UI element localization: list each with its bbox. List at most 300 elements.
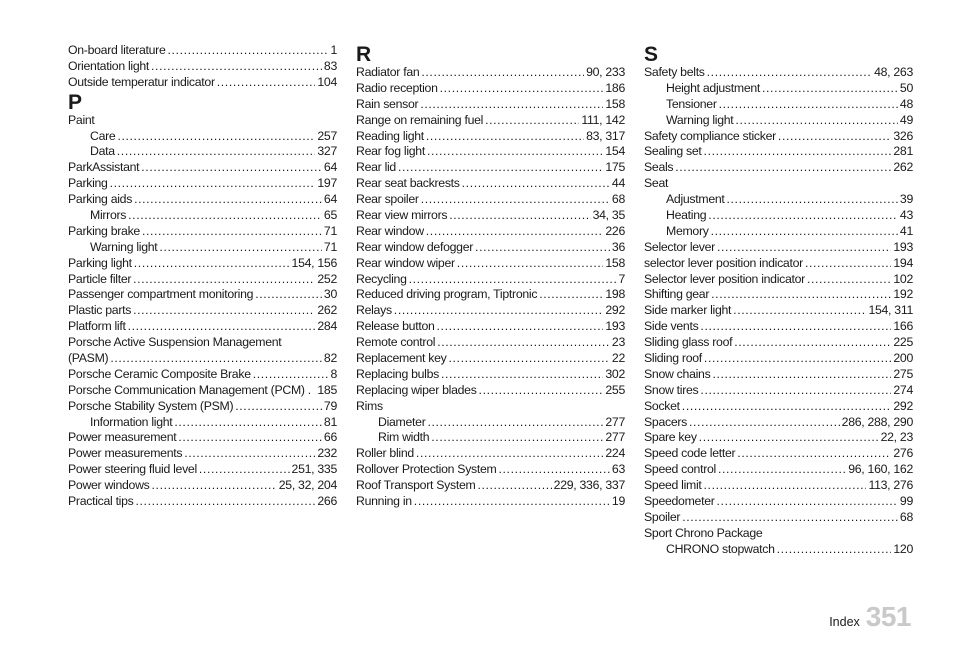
entry-page-ref: 158 — [605, 96, 625, 111]
entry-page-ref: 284 — [317, 319, 337, 334]
entry-term: Rear window — [356, 223, 424, 238]
entry-page-ref: 158 — [605, 255, 625, 270]
index-entry-plastic-parts — [68, 303, 337, 319]
entry-term: Memory — [666, 223, 709, 238]
entry-page-ref: 82 — [323, 351, 337, 366]
entry-term: Rollover Protection System — [356, 462, 497, 477]
entry-page-ref: 224 — [605, 446, 625, 461]
entry-page-ref: 43 — [899, 208, 913, 223]
index-entry-sport-chrono-package — [644, 526, 913, 542]
entry-page-ref: 326 — [893, 128, 913, 143]
entry-page-ref: 192 — [893, 287, 913, 302]
entry-page-ref: 252 — [317, 271, 337, 286]
dot-leader — [235, 399, 322, 415]
index-entry-outside-temperatur-indicator — [68, 75, 337, 91]
dot-leader — [184, 446, 315, 462]
index-subentry-data — [68, 144, 337, 160]
index-entry-reading-light — [356, 129, 625, 145]
entry-page-ref: 226 — [605, 223, 625, 238]
entry-term: Parking — [68, 176, 108, 191]
entry-page-ref: 175 — [605, 160, 625, 175]
entry-term: Recycling — [356, 271, 407, 286]
index-subentry-memory — [644, 224, 913, 240]
index-entry-rear-seat-backrests — [356, 176, 625, 192]
index-entry-side-marker-light — [644, 303, 913, 319]
entry-page-ref: 79 — [323, 398, 337, 413]
entry-page-ref: 104 — [317, 74, 337, 89]
footer-section-label: Index — [829, 615, 860, 629]
entry-term: Porsche Ceramic Composite Brake — [68, 366, 251, 381]
entry-page-ref: 120 — [893, 541, 913, 556]
index-entry-parking-aids — [68, 192, 337, 208]
entry-term: Diameter — [378, 414, 426, 429]
dot-leader — [734, 335, 891, 351]
entry-page-ref: 193 — [893, 239, 913, 254]
index-entry-seat — [644, 176, 913, 192]
entry-term: Warning light — [666, 112, 734, 127]
entry-page-ref: 68 — [899, 509, 913, 524]
entry-term: Sport Chrono Package — [644, 525, 763, 540]
entry-term: Replacing bulbs — [356, 366, 440, 381]
page-footer — [829, 601, 911, 633]
dot-leader — [735, 113, 898, 129]
dot-leader — [431, 430, 603, 446]
index-entry-sliding-glass-roof — [644, 335, 913, 351]
index-entry-rear-fog-light — [356, 144, 625, 160]
entry-term: Selector lever position indicator — [644, 271, 805, 286]
entry-page-ref: 64 — [323, 160, 337, 175]
entry-term: Data — [90, 144, 115, 159]
dot-leader — [110, 176, 316, 192]
entry-term: Speed limit — [644, 478, 702, 493]
entry-term: selector lever position indicator — [644, 255, 803, 270]
index-entry-socket — [644, 399, 913, 415]
dot-leader — [151, 59, 322, 75]
dot-leader — [437, 335, 610, 351]
entry-page-ref: 41 — [899, 223, 913, 238]
entry-term: Rear lid — [356, 160, 396, 175]
index-letter-heading: S — [644, 43, 659, 66]
entry-term: Porsche Communication Management (PCM) . — [68, 382, 311, 397]
entry-page-ref: 7 — [618, 271, 625, 286]
entry-page-ref: 251, 335 — [291, 462, 337, 477]
entry-term: (PASM) — [68, 351, 109, 366]
entry-term: Porsche Active Suspension Management — [68, 335, 282, 350]
index-entry-porsche-communication-management-pcm — [68, 383, 337, 399]
index-entry-parkassistant — [68, 160, 337, 176]
dot-leader — [427, 144, 603, 160]
index-subentry-warning-light — [68, 240, 337, 256]
entry-page-ref: 90, 233 — [586, 65, 625, 79]
index-entry-replacing-bulbs — [356, 367, 625, 383]
entry-term: Running in — [356, 494, 412, 509]
dot-leader — [689, 415, 840, 431]
dot-leader — [762, 81, 898, 97]
entry-term: Roof Transport System — [356, 478, 476, 493]
dot-leader — [134, 192, 322, 208]
index-entry-rear-view-mirrors — [356, 208, 625, 224]
entry-page-ref: 81 — [323, 414, 337, 429]
index-entry-spoiler — [644, 510, 913, 526]
entry-term: Radio reception — [356, 80, 438, 95]
dot-leader — [778, 129, 891, 145]
dot-leader — [718, 462, 846, 478]
dot-leader — [441, 367, 603, 383]
index-entry-parking-light — [68, 256, 337, 272]
entry-page-ref: 292 — [893, 398, 913, 413]
entry-term: Rear spoiler — [356, 192, 419, 207]
index-entry-snow-tires — [644, 383, 913, 399]
entry-page-ref: 36 — [611, 239, 625, 254]
index-entry-speed-limit — [644, 478, 913, 494]
dot-leader — [178, 430, 322, 446]
entry-page-ref: 193 — [605, 319, 625, 334]
entry-page-ref: 154, 311 — [868, 303, 913, 318]
index-entry-platform-lift — [68, 319, 337, 335]
dot-leader — [675, 160, 891, 176]
dot-leader — [398, 160, 603, 176]
dot-leader — [477, 478, 551, 494]
dot-leader — [255, 287, 322, 303]
entry-term: ParkAssistant — [68, 160, 140, 175]
entry-page-ref: 185 — [317, 382, 337, 397]
dot-leader — [717, 240, 891, 256]
dot-leader — [427, 415, 603, 431]
entry-page-ref: 327 — [317, 144, 337, 159]
index-entry-orientation-light — [68, 59, 337, 75]
index-entry-rims — [356, 399, 625, 415]
dot-leader — [134, 256, 290, 272]
index-entry-snow-chains — [644, 367, 913, 383]
index-entry-range-on-remaining-fuel — [356, 113, 625, 129]
entry-term: Replacing wiper blades — [356, 382, 477, 397]
entry-page-ref: 102 — [893, 271, 913, 286]
dot-leader — [420, 97, 603, 113]
entry-page-ref: 113, 276 — [868, 478, 913, 493]
entry-term: Power measurements — [68, 446, 183, 461]
index-entry-practical-tips — [68, 494, 337, 510]
entry-term: Remote control — [356, 335, 436, 350]
index-entry-passenger-compartment-monitoring — [68, 287, 337, 303]
entry-term: Speedometer — [644, 494, 715, 509]
entry-page-ref: 229, 336, 337 — [553, 478, 625, 493]
entry-page-ref: 198 — [605, 287, 625, 302]
dot-leader — [199, 462, 290, 478]
index-letter-heading: R — [356, 43, 372, 66]
entry-term: Height adjustment — [666, 80, 761, 95]
index-entry-selector-lever-position-indicator — [644, 272, 913, 288]
entry-page-ref: 71 — [323, 239, 337, 254]
entry-term: Reading light — [356, 128, 424, 143]
entry-page-ref: 225 — [893, 335, 913, 350]
dot-leader — [699, 430, 879, 446]
entry-term: Mirrors — [90, 208, 127, 223]
index-entry-particle-filter — [68, 272, 337, 288]
index-entry-release-button — [356, 319, 625, 335]
entry-page-ref: 64 — [323, 192, 337, 207]
dot-leader — [704, 478, 867, 494]
entry-page-ref: 19 — [611, 494, 625, 509]
dot-leader — [462, 176, 610, 192]
index-subentry-tensioner — [644, 97, 913, 113]
dot-leader — [133, 303, 315, 319]
dot-leader — [717, 494, 898, 510]
index-entry-reduced-driving-program-tiptronic — [356, 287, 625, 303]
dot-leader — [539, 287, 603, 303]
entry-page-ref: 197 — [317, 176, 337, 191]
entry-page-ref: 286, 288, 290 — [841, 414, 913, 429]
entry-term: Warning light — [90, 239, 158, 254]
dot-leader — [168, 43, 329, 59]
index-entry-porsche-active-suspension-management — [68, 335, 337, 351]
dot-leader — [704, 144, 892, 160]
entry-term: Speed control — [644, 462, 716, 477]
entry-term: Safety belts — [644, 65, 705, 79]
index-entry-power-steering-fluid-level — [68, 462, 337, 478]
index-entry-porsche-stability-system-psm — [68, 399, 337, 415]
entry-page-ref: 232 — [317, 446, 337, 461]
entry-term: Socket — [644, 398, 680, 413]
entry-term: Rear seat backrests — [356, 176, 460, 191]
entry-page-ref: 48, 263 — [874, 65, 913, 79]
index-entry-replacement-key — [356, 351, 625, 367]
dot-leader — [440, 81, 604, 97]
entry-term: Safety compliance sticker — [644, 128, 776, 143]
entry-term: Power measurement — [68, 430, 177, 445]
entry-term: Rims — [356, 398, 383, 413]
entry-page-ref: 34, 35 — [592, 208, 625, 223]
index-entry-side-vents — [644, 319, 913, 335]
index-entry-power-measurement — [68, 430, 337, 446]
dot-leader — [485, 113, 579, 129]
index-entry-rear-lid — [356, 160, 625, 176]
index-entry-speedometer — [644, 494, 913, 510]
entry-term: Sliding roof — [644, 351, 702, 366]
dot-leader — [141, 160, 322, 176]
entry-term: Rear fog light — [356, 144, 425, 159]
index-entry-safety-belts — [644, 65, 913, 81]
index-letter-heading: P — [68, 90, 83, 114]
entry-term: Sealing set — [644, 144, 702, 159]
dot-leader — [737, 446, 891, 462]
index-subentry-care — [68, 129, 337, 145]
index-entry-sliding-roof — [644, 351, 913, 367]
index-subentry-adjustment — [644, 192, 913, 208]
index-subentry-height-adjustment — [644, 81, 913, 97]
index-subentry-chrono-stopwatch — [644, 542, 913, 558]
index-entry-speed-code-letter — [644, 446, 913, 462]
index-entry-running-in — [356, 494, 625, 510]
entry-term: Roller blind — [356, 446, 414, 461]
entry-term: Power steering fluid level — [68, 462, 197, 477]
entry-term: Spoiler — [644, 509, 681, 524]
entry-term: Parking aids — [68, 192, 133, 207]
entry-page-ref: 30 — [323, 287, 337, 302]
entry-term: Power windows — [68, 478, 150, 493]
entry-term: Seals — [644, 160, 674, 175]
dot-leader — [136, 494, 316, 510]
index-entry-speed-control — [644, 462, 913, 478]
entry-term: Selector lever — [644, 239, 715, 254]
entry-page-ref: 255 — [605, 382, 625, 397]
dot-leader — [479, 383, 604, 399]
dot-leader — [700, 319, 891, 335]
entry-page-ref: 276 — [893, 446, 913, 461]
index-subentry-diameter — [356, 415, 625, 431]
entry-term: Side vents — [644, 319, 699, 334]
index-subentry-information-light — [68, 415, 337, 431]
dot-leader — [253, 367, 329, 383]
entry-term: On-board literature — [68, 43, 166, 57]
entry-page-ref: 44 — [611, 176, 625, 191]
dot-leader — [426, 224, 604, 240]
entry-term: Replacement key — [356, 351, 447, 366]
index-entry-remote-control — [356, 335, 625, 351]
entry-term: Relays — [356, 303, 392, 318]
entry-term: Rim width — [378, 430, 430, 445]
index-entry-shifting-gear — [644, 287, 913, 303]
dot-leader — [117, 129, 315, 145]
entry-term: Outside temperatur indicator — [68, 74, 215, 89]
entry-term: Snow tires — [644, 382, 699, 397]
dot-leader — [394, 303, 604, 319]
entry-term: Rear window wiper — [356, 255, 455, 270]
entry-term: Radiator fan — [356, 65, 420, 79]
entry-page-ref: 292 — [605, 303, 625, 318]
dot-leader — [128, 319, 316, 335]
dot-leader — [117, 144, 316, 160]
dot-leader — [707, 65, 872, 81]
entry-term: Platform lift — [68, 319, 126, 334]
entry-term: Practical tips — [68, 494, 134, 509]
entry-term: Rear view mirrors — [356, 208, 448, 223]
entry-term: CHRONO stopwatch — [666, 541, 775, 556]
dot-leader — [421, 65, 584, 81]
entry-term: Tensioner — [666, 96, 717, 111]
index-subentry-heating — [644, 208, 913, 224]
entry-term: Spacers — [644, 414, 688, 429]
index-entry-relays — [356, 303, 625, 319]
entry-term: Snow chains — [644, 366, 711, 381]
index-entry-porsche-ceramic-composite-brake — [68, 367, 337, 383]
entry-page-ref: 22 — [611, 351, 625, 366]
dot-leader — [416, 446, 603, 462]
dot-leader — [110, 351, 322, 367]
index-entry-selector-lever — [644, 240, 913, 256]
dot-leader — [421, 192, 610, 208]
dot-leader — [682, 510, 898, 526]
index-entry-radio-reception — [356, 81, 625, 97]
entry-term: Plastic parts — [68, 303, 132, 318]
entry-term: Side marker light — [644, 303, 732, 318]
index-entry-rain-sensor — [356, 97, 625, 113]
entry-term: Range on remaining fuel — [356, 112, 484, 127]
entry-page-ref: 68 — [611, 192, 625, 207]
entry-page-ref: 66 — [323, 430, 337, 445]
entry-page-ref: 274 — [893, 382, 913, 397]
dot-leader — [159, 240, 322, 256]
index-entry-recycling — [356, 272, 625, 288]
entry-page-ref: 50 — [899, 80, 913, 95]
index-column-middle — [356, 43, 625, 510]
entry-term: Heating — [666, 208, 707, 223]
entry-term: Rain sensor — [356, 96, 419, 111]
entry-page-ref: 63 — [611, 462, 625, 477]
dot-leader — [805, 256, 891, 272]
dot-leader — [475, 240, 610, 256]
entry-page-ref: 25, 32, 204 — [278, 478, 337, 493]
entry-page-ref: 22, 23 — [880, 430, 913, 445]
dot-leader — [437, 319, 604, 335]
entry-term: Parking brake — [68, 223, 140, 238]
index-entry-rear-window-wiper — [356, 256, 625, 272]
entry-page-ref: 48 — [899, 96, 913, 111]
dot-leader — [449, 208, 590, 224]
dot-leader — [682, 399, 892, 415]
entry-term: Rear window defogger — [356, 239, 474, 254]
dot-leader — [409, 272, 617, 288]
index-entry-rear-spoiler — [356, 192, 625, 208]
entry-page-ref: 99 — [899, 494, 913, 509]
index-entry-rollover-protection-system — [356, 462, 625, 478]
dot-leader — [719, 97, 898, 113]
dot-leader — [133, 272, 315, 288]
dot-leader — [426, 129, 584, 145]
dot-leader — [733, 303, 866, 319]
index-entry-spacers — [644, 415, 913, 431]
index-entry-spare-key — [644, 430, 913, 446]
dot-leader — [174, 415, 322, 431]
entry-page-ref: 277 — [605, 414, 625, 429]
entry-page-ref: 1 — [330, 43, 337, 57]
dot-leader — [700, 383, 891, 399]
index-subentry-warning-light — [644, 113, 913, 129]
dot-leader — [711, 287, 891, 303]
entry-term: Porsche Stability System (PSM) — [68, 398, 234, 413]
entry-page-ref: 39 — [899, 192, 913, 207]
page-number: 351 — [865, 601, 911, 632]
entry-term: Care — [90, 128, 116, 143]
entry-term: Release button — [356, 319, 435, 334]
entry-term: Spare key — [644, 430, 697, 445]
index-entry-on-board-literature — [68, 43, 337, 59]
index-entry-roof-transport-system — [356, 478, 625, 494]
entry-page-ref: 71 — [323, 223, 337, 238]
index-entry-parking — [68, 176, 337, 192]
entry-page-ref: 166 — [893, 319, 913, 334]
index-subentry-rim-width — [356, 430, 625, 446]
dot-leader — [807, 272, 891, 288]
dot-leader — [217, 75, 316, 91]
dot-leader — [711, 224, 898, 240]
entry-page-ref: 111, 142 — [581, 112, 625, 127]
entry-page-ref: 49 — [899, 112, 913, 127]
index-column-right — [644, 43, 913, 558]
entry-page-ref: 83 — [323, 58, 337, 73]
entry-term: Information light — [90, 414, 173, 429]
dot-leader — [449, 351, 610, 367]
entry-term: Particle filter — [68, 271, 132, 286]
entry-term: Seat — [644, 176, 669, 191]
entry-term: Paint — [68, 112, 95, 127]
dot-leader — [152, 478, 277, 494]
entry-page-ref: 302 — [605, 366, 625, 381]
index-entry-selector-lever-position-indicator — [644, 256, 913, 272]
entry-page-ref: 262 — [893, 160, 913, 175]
dot-leader — [128, 208, 322, 224]
dot-leader — [499, 462, 610, 478]
dot-leader — [712, 367, 891, 383]
